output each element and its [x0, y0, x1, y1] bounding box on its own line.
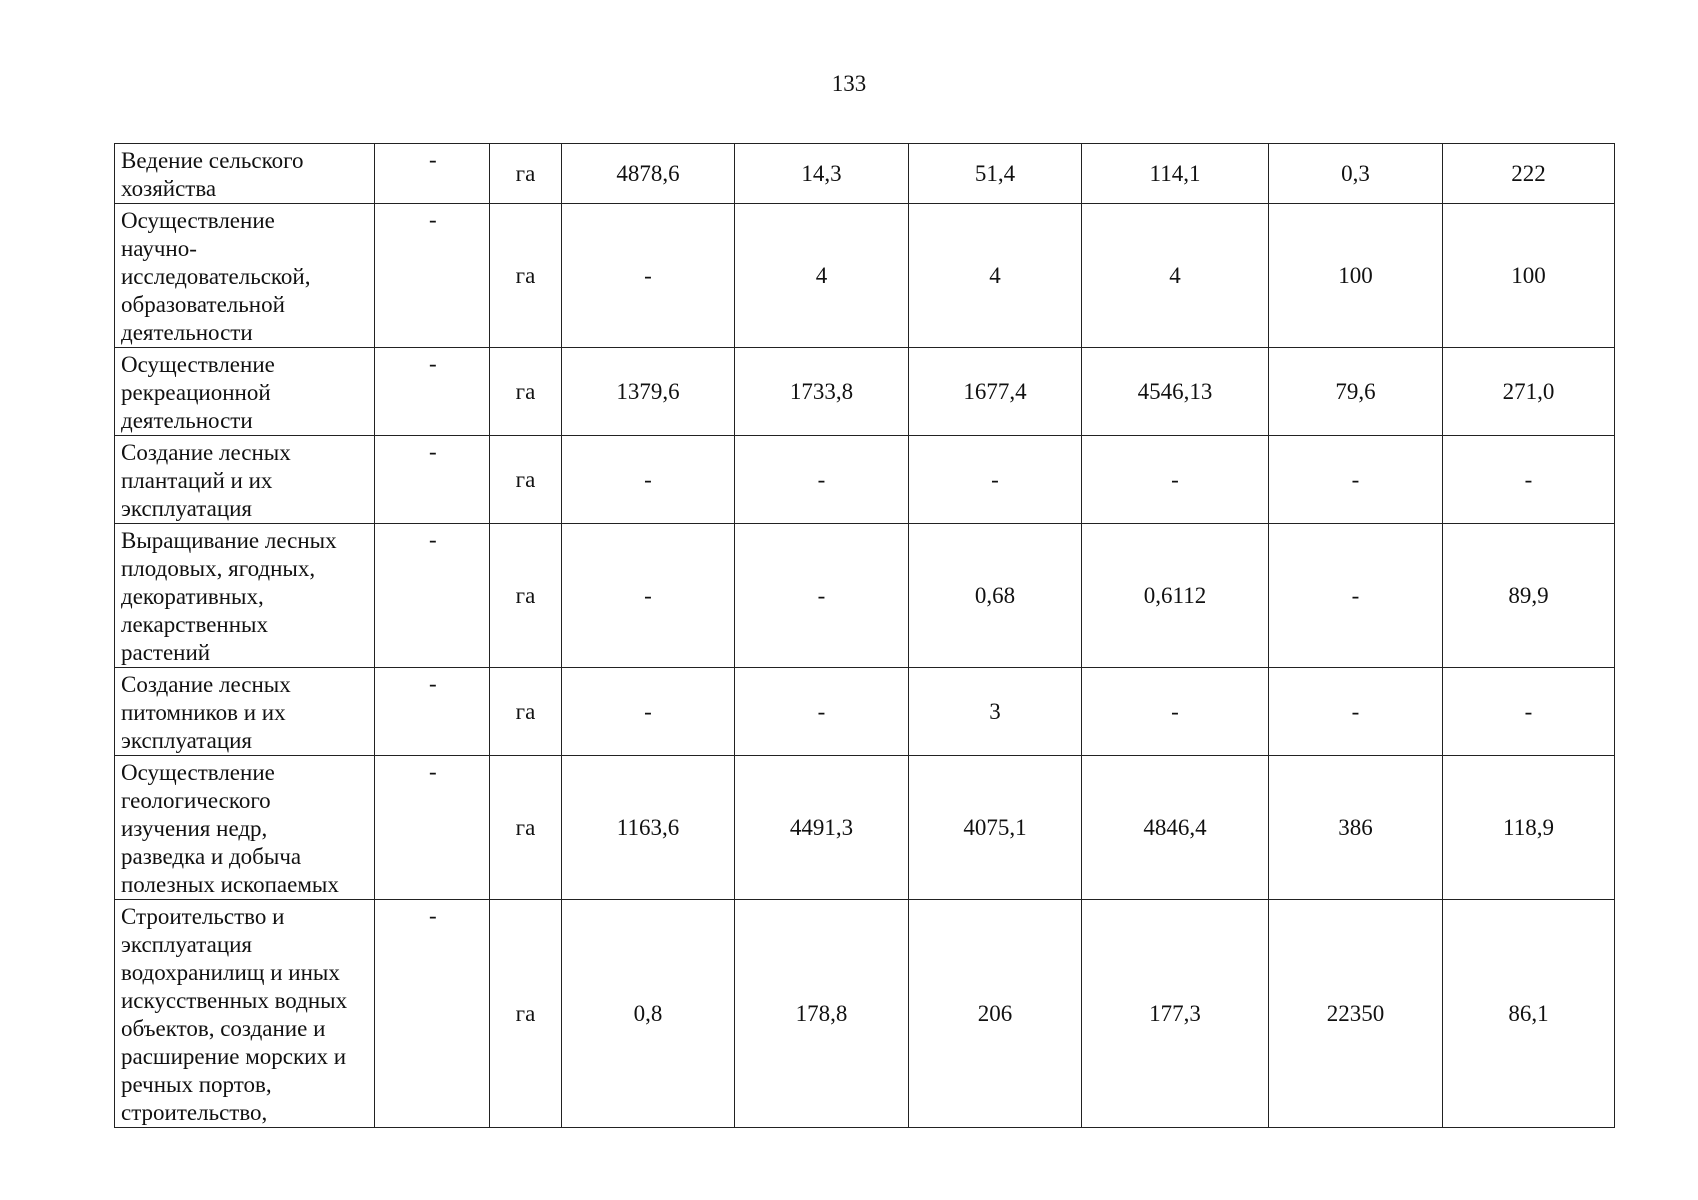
- row-unit-cell: га: [490, 668, 562, 756]
- row-name-cell: [115, 668, 375, 756]
- row-name-cell: [115, 348, 375, 436]
- row-value-cell: -: [562, 436, 735, 524]
- row-value-cell: 4: [909, 204, 1082, 348]
- row-value-cell: 79,6: [1269, 348, 1443, 436]
- row-name-line: Строительство и: [121, 904, 285, 929]
- table-row: [115, 436, 1615, 524]
- row-value-cell: -: [1269, 436, 1443, 524]
- row-name-line: водохранилищ и иных: [121, 960, 340, 985]
- row-name-line: растений: [121, 640, 211, 665]
- row-value-cell: 1733,8: [735, 348, 909, 436]
- row-name-line: Выращивание лесных: [121, 528, 337, 553]
- table-row: [115, 204, 1615, 348]
- table-row: [115, 900, 1615, 1128]
- table-row: [115, 524, 1615, 668]
- row-value-cell: -: [1443, 436, 1615, 524]
- row-unit-cell: га: [490, 900, 562, 1128]
- row-name-line: Осуществление: [121, 352, 275, 377]
- row-value-cell: 118,9: [1443, 756, 1615, 900]
- row-name-line: эксплуатация: [121, 932, 253, 957]
- row-unit-cell: га: [490, 204, 562, 348]
- row-value-cell: -: [1269, 524, 1443, 668]
- table-row: [115, 668, 1615, 756]
- row-value-cell: 114,1: [1082, 144, 1269, 204]
- page-number: 133: [831, 71, 867, 96]
- row-value-cell: 1163,6: [562, 756, 735, 900]
- row-value-cell: -: [909, 436, 1082, 524]
- row-name-line: питомников и их: [121, 700, 286, 725]
- row-value-cell: 89,9: [1443, 524, 1615, 668]
- row-name-line: полезных ископаемых: [121, 872, 339, 897]
- row-dash-cell: -: [375, 900, 490, 1128]
- row-value-cell: 222: [1443, 144, 1615, 204]
- row-value-cell: 100: [1443, 204, 1615, 348]
- row-value-cell: 4: [735, 204, 909, 348]
- row-name-line: изучения недр,: [121, 816, 268, 841]
- row-value-cell: -: [1443, 668, 1615, 756]
- row-value-cell: 4846,4: [1082, 756, 1269, 900]
- row-value-cell: -: [562, 204, 735, 348]
- row-name-line: Создание лесных: [121, 440, 291, 465]
- row-value-cell: -: [562, 668, 735, 756]
- row-value-cell: 177,3: [1082, 900, 1269, 1128]
- row-name-line: Осуществление: [121, 760, 275, 785]
- table-row: [115, 348, 1615, 436]
- row-value-cell: -: [735, 668, 909, 756]
- row-value-cell: 271,0: [1443, 348, 1615, 436]
- row-name-cell: [115, 756, 375, 900]
- row-dash-cell: -: [375, 524, 490, 668]
- row-value-cell: -: [1082, 436, 1269, 524]
- row-unit-cell: га: [490, 436, 562, 524]
- row-name-line: Ведение сельского: [121, 148, 304, 173]
- row-value-cell: 386: [1269, 756, 1443, 900]
- row-name-line: искусственных водных: [121, 988, 348, 1013]
- row-value-cell: 1379,6: [562, 348, 735, 436]
- row-unit-cell: га: [490, 144, 562, 204]
- row-value-cell: 1677,4: [909, 348, 1082, 436]
- row-value-cell: -: [735, 436, 909, 524]
- row-value-cell: 3: [909, 668, 1082, 756]
- row-name-line: строительство,: [121, 1100, 268, 1125]
- row-name-line: расширение морских и: [121, 1044, 347, 1069]
- row-value-cell: -: [735, 524, 909, 668]
- row-name-line: лекарственных: [121, 612, 268, 637]
- row-value-cell: 86,1: [1443, 900, 1615, 1128]
- row-name-line: декоративных,: [121, 584, 264, 609]
- row-value-cell: 206: [909, 900, 1082, 1128]
- row-name-line: объектов, создание и: [121, 1016, 326, 1041]
- row-name-line: речных портов,: [121, 1072, 272, 1097]
- row-value-cell: 0,68: [909, 524, 1082, 668]
- row-name-line: рекреационной: [121, 380, 271, 405]
- row-value-cell: -: [1269, 668, 1443, 756]
- row-dash-cell: -: [375, 668, 490, 756]
- row-name-cell: [115, 436, 375, 524]
- row-value-cell: 22350: [1269, 900, 1443, 1128]
- row-value-cell: 51,4: [909, 144, 1082, 204]
- row-name-line: эксплуатация: [121, 496, 253, 521]
- row-name-line: Осуществление: [121, 208, 275, 233]
- row-value-cell: 4: [1082, 204, 1269, 348]
- row-name-line: хозяйства: [121, 176, 217, 201]
- row-name-line: эксплуатация: [121, 728, 253, 753]
- row-name-line: исследовательской,: [121, 264, 311, 289]
- row-value-cell: 0,6112: [1082, 524, 1269, 668]
- row-unit-cell: га: [490, 756, 562, 900]
- row-name-line: Создание лесных: [121, 672, 291, 697]
- row-value-cell: 4878,6: [562, 144, 735, 204]
- row-unit-cell: га: [490, 348, 562, 436]
- table-row: [115, 756, 1615, 900]
- row-value-cell: 100: [1269, 204, 1443, 348]
- data-table: [114, 143, 1615, 1128]
- row-name-line: геологического: [121, 788, 271, 813]
- row-value-cell: -: [562, 524, 735, 668]
- row-dash-cell: -: [375, 348, 490, 436]
- row-name-cell: [115, 524, 375, 668]
- row-unit-cell: га: [490, 524, 562, 668]
- row-value-cell: 0,8: [562, 900, 735, 1128]
- row-name-cell: [115, 900, 375, 1128]
- row-value-cell: 4075,1: [909, 756, 1082, 900]
- row-name-line: образовательной: [121, 292, 285, 317]
- row-value-cell: -: [1082, 668, 1269, 756]
- row-name-cell: [115, 204, 375, 348]
- row-name-line: разведка и добыча: [121, 844, 302, 869]
- row-value-cell: 14,3: [735, 144, 909, 204]
- row-name-line: деятельности: [121, 320, 253, 345]
- row-dash-cell: -: [375, 204, 490, 348]
- row-name-line: деятельности: [121, 408, 253, 433]
- row-value-cell: 4491,3: [735, 756, 909, 900]
- row-name-line: научно-: [121, 236, 197, 261]
- row-value-cell: 0,3: [1269, 144, 1443, 204]
- row-name-line: плодовых, ягодных,: [121, 556, 316, 581]
- table-row: [115, 144, 1615, 204]
- row-dash-cell: -: [375, 436, 490, 524]
- row-value-cell: 4546,13: [1082, 348, 1269, 436]
- row-dash-cell: -: [375, 144, 490, 204]
- row-value-cell: 178,8: [735, 900, 909, 1128]
- row-name-line: плантаций и их: [121, 468, 273, 493]
- row-dash-cell: -: [375, 756, 490, 900]
- row-name-cell: [115, 144, 375, 204]
